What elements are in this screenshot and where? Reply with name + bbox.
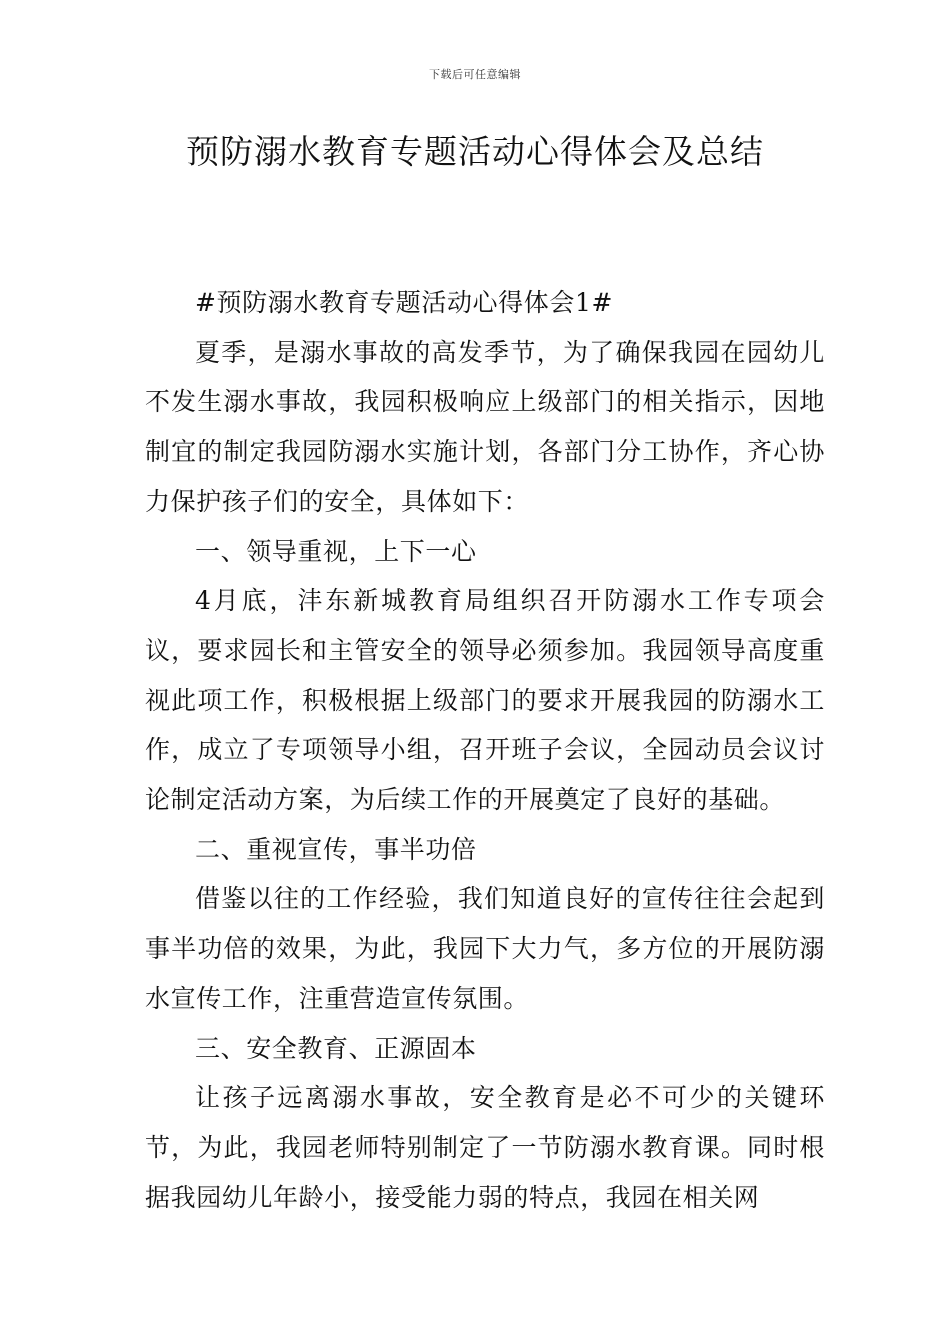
document-title: 预防溺水教育专题活动心得体会及总结 (186, 132, 764, 171)
section-heading: 二、重视宣传，事半功倍 (195, 834, 477, 864)
section-heading: 一、领导重视，上下一心 (195, 536, 477, 566)
header-note: 下载后可任意编辑 (429, 68, 521, 81)
paragraph: 夏季，是溺水事故的高发季节，为了确保我园在园幼儿不发生溺水事故，我园积极响应上级部门的相关指示，因地制宜的制定我园防溺水实施计划，各部门分工协作，齐心协力保护孩子们的安全，具体如下： (145, 337, 825, 516)
paragraph: 让孩子远离溺水事故，安全教育是必不可少的关键环节，为此，我园老师特别制定了一节防溺水教育课。同时根据我园幼儿年龄小，接受能力弱的特点，我园在相关网 (145, 1083, 825, 1212)
document-body (145, 278, 825, 1222)
paragraph: 借鉴以往的工作经验，我们知道良好的宣传往往会起到事半功倍的效果，为此，我园下大力气，多方位的开展防溺水宣传工作，注重营造宣传氛围。 (145, 884, 825, 1013)
section-heading: 三、安全教育、正源固本 (195, 1033, 477, 1063)
section-heading: #预防溺水教育专题活动心得体会1# (195, 288, 614, 317)
paragraph: 4月底，沣东新城教育局组织召开防溺水工作专项会议，要求园长和主管安全的领导必须参加。我园领导高度重视此项工作，积极根据上级部门的要求开展我园的防溺水工作，成立了专项领导小组，召开班子会议，全园动员会议讨论制定活动方案，为后续工作的开展奠定了良好的基础。 (145, 586, 825, 815)
